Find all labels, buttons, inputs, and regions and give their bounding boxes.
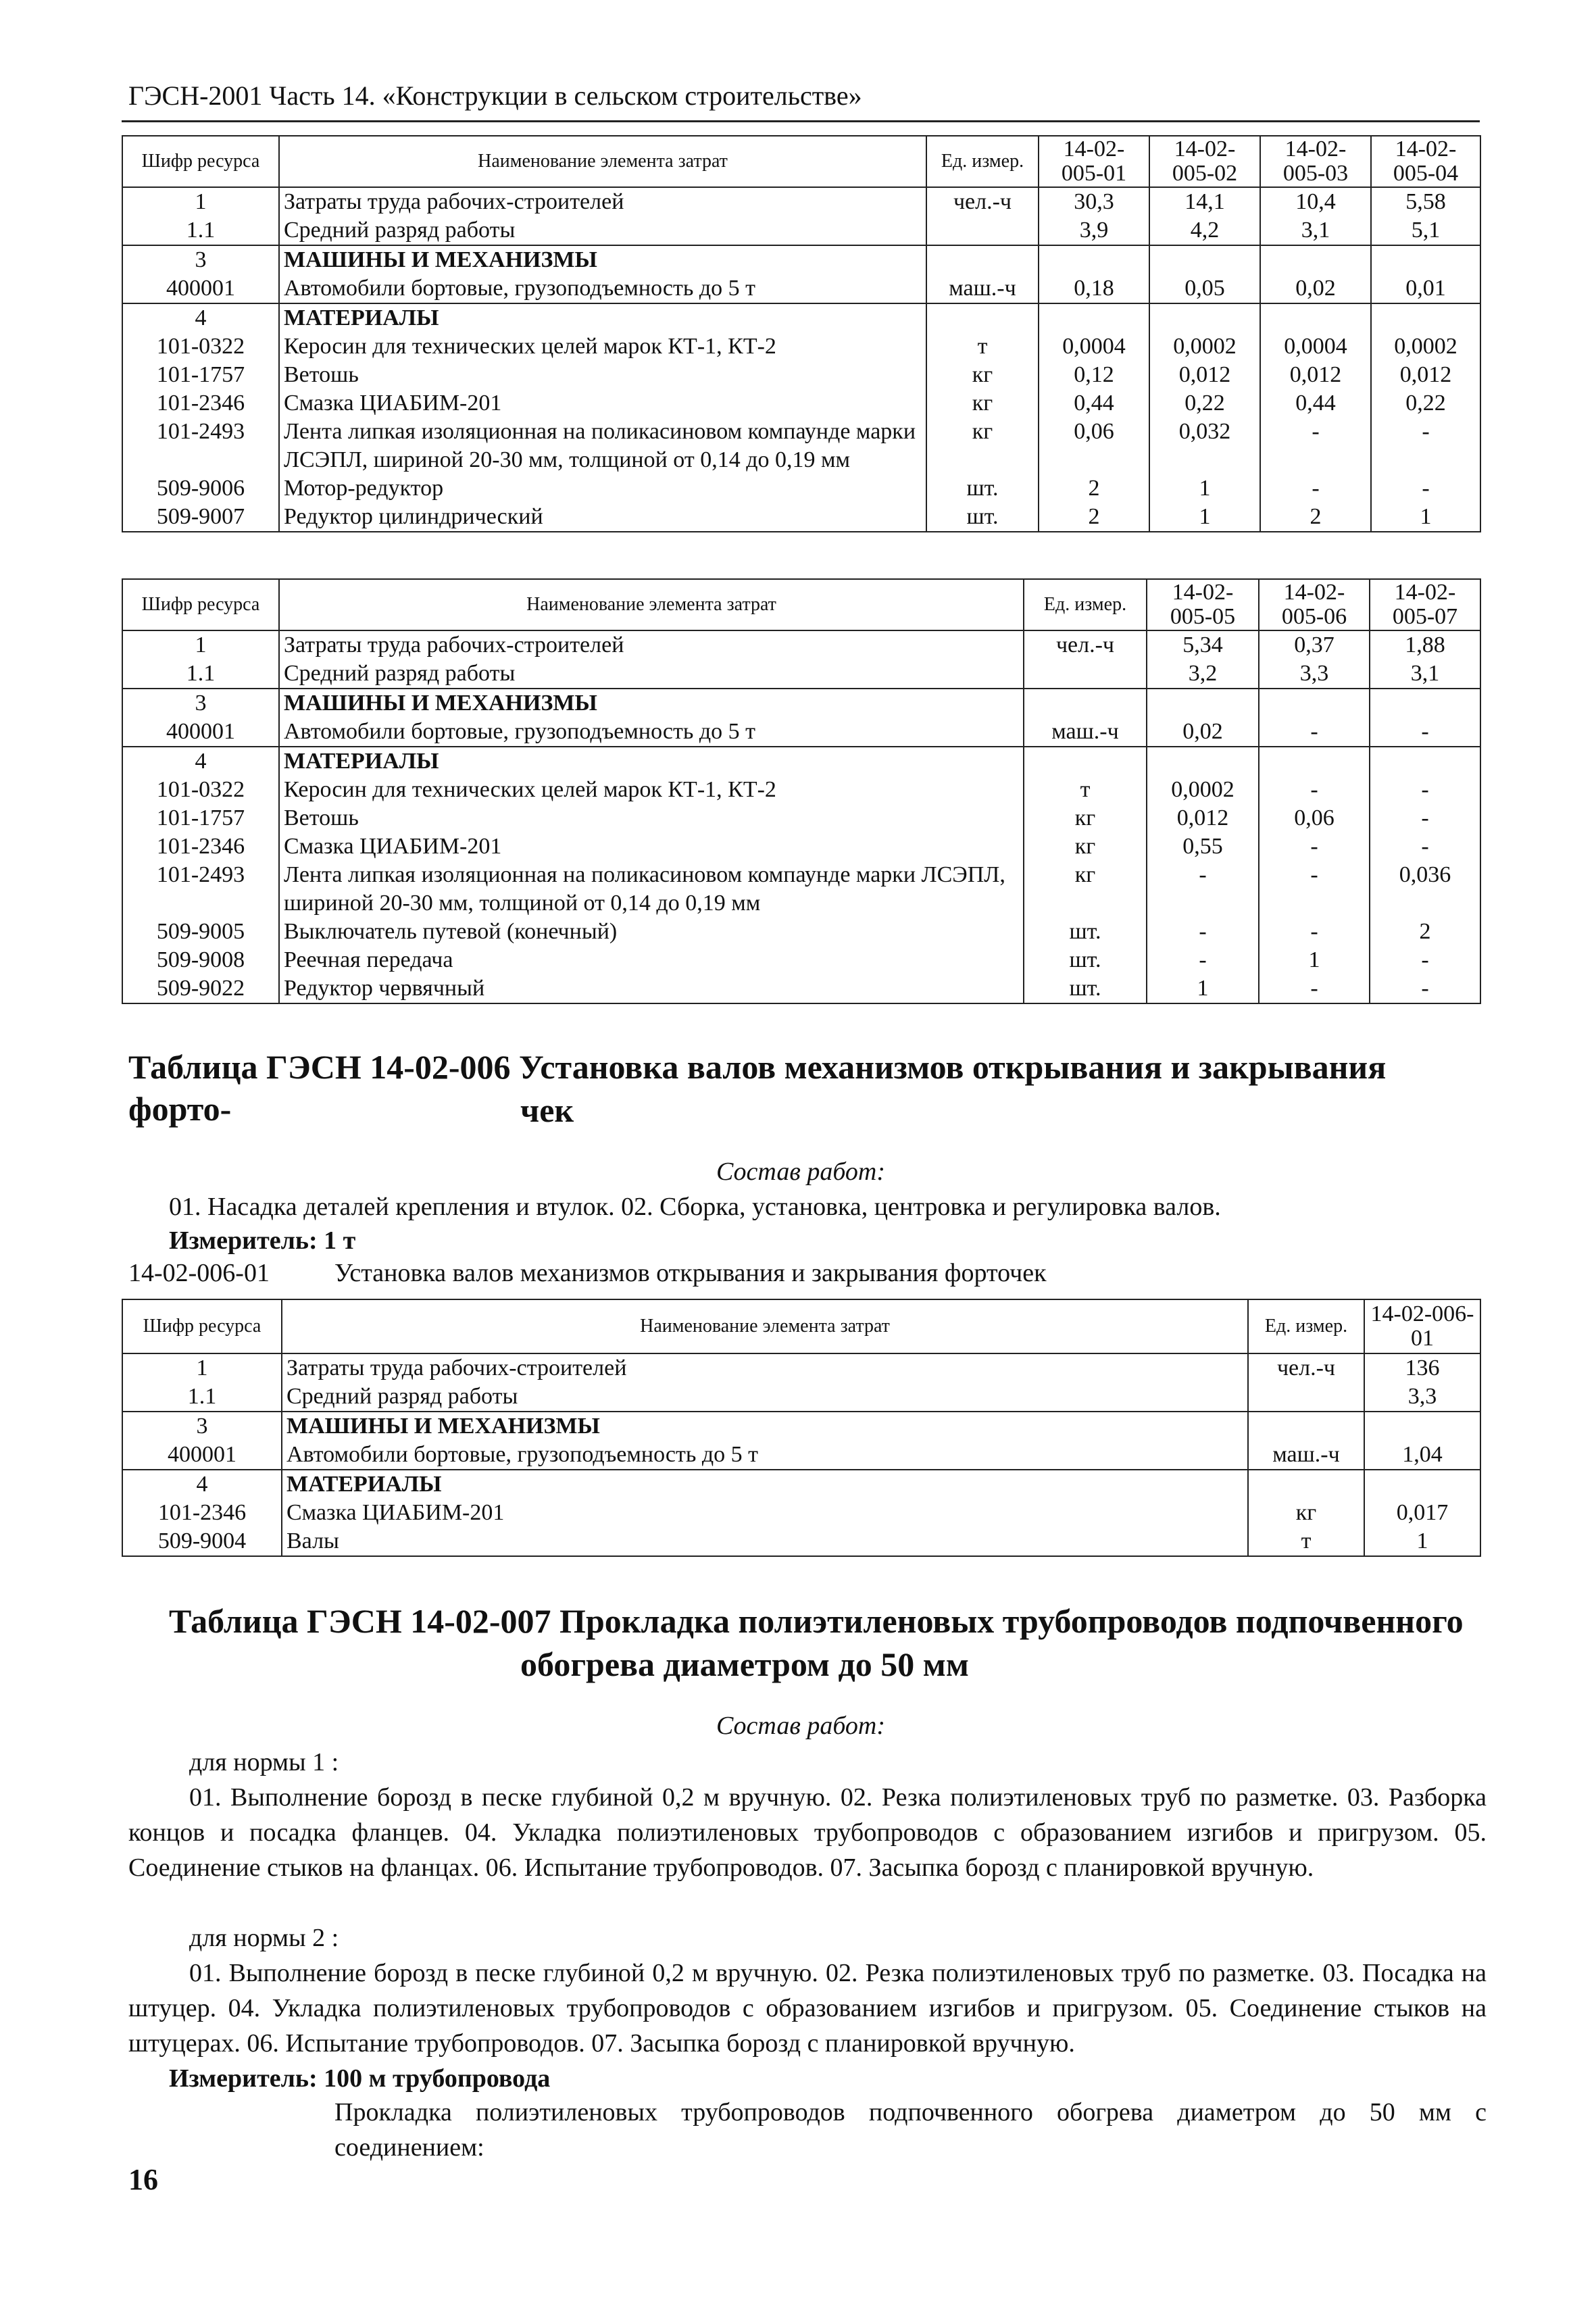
- cost-element-name: Автомобили бортовые, грузоподъемность до 5 т: [282, 1441, 1248, 1470]
- unit-cell: кг: [1024, 804, 1147, 832]
- header-resource-code: Шифр ресурса: [122, 1299, 282, 1353]
- unit-cell: [1024, 689, 1147, 718]
- resource-code: 400001: [122, 718, 279, 747]
- value-cell: [1370, 747, 1480, 776]
- resource-code: 4: [122, 1470, 282, 1499]
- meter-value: 1 т: [324, 1226, 356, 1255]
- table-row: [122, 1383, 1480, 1412]
- section-heading: МАШИНЫ И МЕХАНИЗМЫ: [282, 1412, 1248, 1441]
- value-cell: -: [1371, 474, 1480, 503]
- value-cell: 0,017: [1364, 1499, 1480, 1527]
- value-cell: [1260, 245, 1371, 274]
- resource-code: 509-9008: [122, 946, 279, 974]
- value-cell: 0,01: [1371, 274, 1480, 303]
- resource-code: 1.1: [122, 216, 279, 245]
- value-cell: 0,44: [1039, 389, 1149, 418]
- cost-element-name: Затраты труда рабочих-строителей: [279, 187, 926, 216]
- value-cell: -: [1259, 918, 1370, 946]
- cost-element-name: Керосин для технических целей марок КТ-1, КТ-2: [279, 332, 926, 361]
- meter-line: [169, 2061, 550, 2096]
- table-row: [122, 974, 1480, 1003]
- unit-cell: кг: [1024, 861, 1147, 918]
- resource-code: 1.1: [122, 659, 279, 689]
- value-cell: 0,44: [1260, 389, 1371, 418]
- value-cell: -: [1260, 418, 1371, 474]
- header-resource-code: Шифр ресурса: [122, 136, 279, 187]
- value-cell: 2: [1039, 474, 1149, 503]
- cost-element-name: Керосин для технических целей марок КТ-1, КТ-2: [279, 776, 1024, 804]
- value-cell: -: [1370, 974, 1480, 1003]
- unit-cell: кг: [926, 361, 1039, 389]
- table-title-007-continued: обогрева диаметром до 50 мм: [520, 1645, 969, 1683]
- value-cell: 3,9: [1039, 216, 1149, 245]
- value-cell: 5,34: [1147, 630, 1259, 659]
- value-cell: 1: [1149, 503, 1260, 532]
- value-cell: -: [1147, 946, 1259, 974]
- value-cell: 5,1: [1371, 216, 1480, 245]
- table-row: [122, 216, 1480, 245]
- value-cell: 3,1: [1260, 216, 1371, 245]
- value-cell: 0,12: [1039, 361, 1149, 389]
- value-cell: -: [1259, 832, 1370, 861]
- table-row: [122, 747, 1480, 776]
- unit-cell: [926, 303, 1039, 332]
- unit-cell: кг: [926, 418, 1039, 474]
- resource-code: 509-9022: [122, 974, 279, 1003]
- unit-cell: т: [1024, 776, 1147, 804]
- section-heading: МАТЕРИАЛЫ: [282, 1470, 1248, 1499]
- value-cell: 0,0002: [1147, 776, 1259, 804]
- value-cell: [1149, 303, 1260, 332]
- unit-cell: маш.-ч: [1248, 1441, 1364, 1470]
- cost-element-name: Средний разряд работы: [279, 659, 1024, 689]
- cost-element-name: Лента липкая изоляционная на поликасиновом компаунде марки ЛСЭПЛ, шириной 20-30 мм, толщиной от 0,14 до 0,19 мм: [279, 418, 926, 474]
- resource-code: 400001: [122, 1441, 282, 1470]
- section-heading: МАШИНЫ И МЕХАНИЗМЫ: [279, 245, 926, 274]
- value-cell: 14,1: [1149, 187, 1260, 216]
- value-cell: 30,3: [1039, 187, 1149, 216]
- header-unit: Ед. измер.: [1024, 579, 1147, 630]
- header-resource-code: Шифр ресурса: [122, 579, 279, 630]
- header-unit: Ед. измер.: [926, 136, 1039, 187]
- value-cell: 2: [1260, 503, 1371, 532]
- table-row: [122, 1353, 1480, 1383]
- resource-code: 101-2493: [122, 418, 279, 474]
- table-row: [122, 861, 1480, 918]
- value-cell: -: [1371, 418, 1480, 474]
- norm-intro-text: Прокладка полиэтиленовых трубопроводов подпочвенного обогрева диаметром до 50 мм с соединением:: [334, 2098, 1487, 2162]
- cost-element-name: Смазка ЦИАБИМ-201: [279, 832, 1024, 861]
- value-cell: 3,2: [1147, 659, 1259, 689]
- resource-code: 3: [122, 245, 279, 274]
- header-norm-column: 14-02-005-07: [1370, 579, 1480, 630]
- section-heading: МАТЕРИАЛЫ: [279, 747, 1024, 776]
- table-row: [122, 918, 1480, 946]
- value-cell: [1371, 245, 1480, 274]
- value-cell: 0,05: [1149, 274, 1260, 303]
- table-row: [122, 1527, 1480, 1556]
- cost-element-name: Валы: [282, 1527, 1248, 1556]
- table-row: [122, 832, 1480, 861]
- cost-element-name: Смазка ЦИАБИМ-201: [282, 1499, 1248, 1527]
- unit-cell: [1024, 747, 1147, 776]
- unit-cell: маш.-ч: [1024, 718, 1147, 747]
- value-cell: 0,012: [1260, 361, 1371, 389]
- cost-element-name: Затраты труда рабочих-строителей: [282, 1353, 1248, 1383]
- table-row: [122, 245, 1480, 274]
- unit-cell: т: [926, 332, 1039, 361]
- value-cell: 0,012: [1371, 361, 1480, 389]
- value-cell: 0,0002: [1149, 332, 1260, 361]
- value-cell: -: [1260, 474, 1371, 503]
- value-cell: 0,036: [1370, 861, 1480, 918]
- table-row: [122, 1499, 1480, 1527]
- cost-element-name: Выключатель путевой (конечный): [279, 918, 1024, 946]
- unit-cell: чел.-ч: [1248, 1353, 1364, 1383]
- table-row: [122, 187, 1480, 216]
- cost-element-name: Автомобили бортовые, грузоподъемность до 5 т: [279, 274, 926, 303]
- unit-cell: [1024, 659, 1147, 689]
- resource-code: 1.1: [122, 1383, 282, 1412]
- unit-cell: маш.-ч: [926, 274, 1039, 303]
- value-cell: 4,2: [1149, 216, 1260, 245]
- value-cell: 0,0004: [1260, 332, 1371, 361]
- resource-code: 101-2493: [122, 861, 279, 918]
- value-cell: [1259, 689, 1370, 718]
- table-row: [122, 474, 1480, 503]
- resource-code: 101-2346: [122, 1499, 282, 1527]
- cost-element-name: Затраты труда рабочих-строителей: [279, 630, 1024, 659]
- value-cell: [1370, 689, 1480, 718]
- table-row: [122, 1441, 1480, 1470]
- work-composition-heading: Состав работ:: [716, 1158, 886, 1186]
- value-cell: 0,0004: [1039, 332, 1149, 361]
- value-cell: -: [1370, 832, 1480, 861]
- table-title-007: Таблица ГЭСН 14-02-007 Прокладка полиэтиленовых трубопроводов подпочвенного: [169, 1602, 1464, 1640]
- value-cell: 0,02: [1147, 718, 1259, 747]
- page-number: 16: [128, 2163, 158, 2196]
- value-cell: 1: [1364, 1527, 1480, 1556]
- resource-table-006-01: [122, 1299, 1481, 1557]
- value-cell: 136: [1364, 1353, 1480, 1383]
- unit-cell: кг: [1248, 1499, 1364, 1527]
- header-norm-column: 14-02-005-01: [1039, 136, 1149, 187]
- header-norm-column: 14-02-005-05: [1147, 579, 1259, 630]
- resource-code: 509-9006: [122, 474, 279, 503]
- table-row: [122, 389, 1480, 418]
- cost-element-name: Реечная передача: [279, 946, 1024, 974]
- meter-label: Измеритель:: [169, 2064, 318, 2093]
- table-row: [122, 503, 1480, 532]
- cost-element-name: Средний разряд работы: [279, 216, 926, 245]
- resource-code: 101-1757: [122, 361, 279, 389]
- resource-code: 400001: [122, 274, 279, 303]
- resource-table-005-01-04: [122, 135, 1481, 532]
- cost-element-name: Ветошь: [279, 804, 1024, 832]
- resource-code: 1: [122, 1353, 282, 1383]
- resource-code: 1: [122, 187, 279, 216]
- meter-label: Измеритель:: [169, 1226, 318, 1255]
- value-cell: 3,3: [1364, 1383, 1480, 1412]
- value-cell: 2: [1039, 503, 1149, 532]
- value-cell: -: [1370, 946, 1480, 974]
- cost-element-name: Средний разряд работы: [282, 1383, 1248, 1412]
- header-unit: Ед. измер.: [1248, 1299, 1364, 1353]
- table-row: [122, 946, 1480, 974]
- table-row: [122, 332, 1480, 361]
- resource-code: 101-2346: [122, 389, 279, 418]
- table-row: [122, 718, 1480, 747]
- table-row: [122, 630, 1480, 659]
- table-row: [122, 776, 1480, 804]
- value-cell: 0,18: [1039, 274, 1149, 303]
- meter-value: 100 м трубопровода: [324, 2064, 551, 2093]
- value-cell: 1,88: [1370, 630, 1480, 659]
- value-cell: 1: [1147, 974, 1259, 1003]
- header-cost-element: Наименование элемента затрат: [279, 579, 1024, 630]
- cost-element-name: Автомобили бортовые, грузоподъемность до 5 т: [279, 718, 1024, 747]
- resource-code: 3: [122, 1412, 282, 1441]
- value-cell: 0,0002: [1371, 332, 1480, 361]
- value-cell: 3,3: [1259, 659, 1370, 689]
- table-row: [122, 804, 1480, 832]
- unit-cell: шт.: [1024, 974, 1147, 1003]
- cost-element-name: Смазка ЦИАБИМ-201: [279, 389, 926, 418]
- resource-code: 509-9004: [122, 1527, 282, 1556]
- value-cell: 0,55: [1147, 832, 1259, 861]
- resource-table-005-05-07: [122, 578, 1481, 1004]
- resource-code: 4: [122, 747, 279, 776]
- unit-cell: кг: [1024, 832, 1147, 861]
- table-row: [122, 659, 1480, 689]
- cost-element-name: Редуктор цилиндрический: [279, 503, 926, 532]
- value-cell: -: [1370, 804, 1480, 832]
- value-cell: 0,06: [1039, 418, 1149, 474]
- value-cell: [1147, 689, 1259, 718]
- norm1-work-text: 01. Выполнение борозд в песке глубиной 0,2 м вручную. 02. Резка полиэтиленовых труб по разметке. 03. Разборка концов и посадка фланцев. 04. Укладка полиэтиленовых трубопроводов с образованием изгибов и пригрузом. 05. Соединение стыков на фланцах. 06. Испытание трубопроводов. 07. Засыпка борозд с планировкой вручную.: [128, 1783, 1487, 1882]
- unit-cell: чел.-ч: [1024, 630, 1147, 659]
- value-cell: [1039, 245, 1149, 274]
- work-composition-text: 01. Насадка деталей крепления и втулок. 02. Сборка, установка, центровка и регулировка валов.: [169, 1193, 1221, 1221]
- table-row: [122, 1412, 1480, 1441]
- resource-code: 101-0322: [122, 332, 279, 361]
- resource-code: 509-9005: [122, 918, 279, 946]
- running-head: ГЭСН-2001 Часть 14. «Конструкции в сельском строительстве»: [128, 80, 862, 111]
- norm2-work-text: 01. Выполнение борозд в песке глубиной 0,2 м вручную. 02. Резка полиэтиленовых труб по разметке. 03. Посадка на штуцер. 04. Укладка полиэтиленовых трубопроводов с образованием изгибов и пригрузом. 05. Соединение стыков на штуцерах. 06. Испытание трубопроводов. 07. Засыпка борозд с планировкой вручную.: [128, 1959, 1487, 2058]
- unit-cell: [926, 216, 1039, 245]
- value-cell: [1259, 747, 1370, 776]
- table-row: [122, 689, 1480, 718]
- value-cell: 0,37: [1259, 630, 1370, 659]
- unit-cell: [926, 245, 1039, 274]
- value-cell: 0,012: [1147, 804, 1259, 832]
- unit-cell: [1248, 1383, 1364, 1412]
- unit-cell: кг: [926, 389, 1039, 418]
- value-cell: -: [1147, 861, 1259, 918]
- unit-cell: [1248, 1412, 1364, 1441]
- value-cell: 5,58: [1371, 187, 1480, 216]
- unit-cell: шт.: [1024, 946, 1147, 974]
- meter-line: [169, 1223, 355, 1258]
- cost-element-name: Лента липкая изоляционная на поликасиновом компаунде марки ЛСЭПЛ, шириной 20-30 мм, толщиной от 0,14 до 0,19 мм: [279, 861, 1024, 918]
- resource-code: 101-1757: [122, 804, 279, 832]
- norm2-label: для нормы 2 :: [189, 1924, 339, 1952]
- value-cell: [1364, 1470, 1480, 1499]
- section-heading: МАТЕРИАЛЫ: [279, 303, 926, 332]
- unit-cell: чел.-ч: [926, 187, 1039, 216]
- header-cost-element: Наименование элемента затрат: [279, 136, 926, 187]
- value-cell: [1364, 1412, 1480, 1441]
- resource-code: 101-0322: [122, 776, 279, 804]
- cost-element-name: Мотор-редуктор: [279, 474, 926, 503]
- header-rule: [122, 120, 1480, 122]
- cost-element-name: Ветошь: [279, 361, 926, 389]
- resource-code: 101-2346: [122, 832, 279, 861]
- value-cell: [1149, 245, 1260, 274]
- value-cell: [1147, 747, 1259, 776]
- unit-cell: т: [1248, 1527, 1364, 1556]
- value-cell: [1260, 303, 1371, 332]
- header-cost-element: Наименование элемента затрат: [282, 1299, 1248, 1353]
- table-title-006-continued: чек: [520, 1091, 574, 1129]
- value-cell: -: [1370, 718, 1480, 747]
- table-row: [122, 1470, 1480, 1499]
- value-cell: 0,22: [1149, 389, 1260, 418]
- table-title-006: Таблица ГЭСН 14-02-006 Установка валов механизмов открывания и закрывания форто-: [128, 1048, 1387, 1128]
- unit-cell: шт.: [926, 474, 1039, 503]
- unit-cell: [1248, 1470, 1364, 1499]
- table-row: [122, 303, 1480, 332]
- table-row: [122, 361, 1480, 389]
- unit-cell: шт.: [1024, 918, 1147, 946]
- value-cell: 0,06: [1259, 804, 1370, 832]
- value-cell: 0,22: [1371, 389, 1480, 418]
- cost-element-name: Редуктор червячный: [279, 974, 1024, 1003]
- value-cell: 2: [1370, 918, 1480, 946]
- value-cell: 1,04: [1364, 1441, 1480, 1470]
- value-cell: -: [1259, 861, 1370, 918]
- table-row: [122, 418, 1480, 474]
- header-norm-column: 14-02-005-04: [1371, 136, 1480, 187]
- value-cell: 3,1: [1370, 659, 1480, 689]
- value-cell: 1: [1371, 503, 1480, 532]
- norm-code: 14-02-006-01: [128, 1259, 270, 1287]
- value-cell: -: [1259, 776, 1370, 804]
- header-norm-column: 14-02-005-06: [1259, 579, 1370, 630]
- value-cell: 1: [1259, 946, 1370, 974]
- value-cell: 0,032: [1149, 418, 1260, 474]
- table-row: [122, 274, 1480, 303]
- header-norm-column: 14-02-005-02: [1149, 136, 1260, 187]
- value-cell: [1371, 303, 1480, 332]
- value-cell: -: [1147, 918, 1259, 946]
- value-cell: -: [1259, 718, 1370, 747]
- header-norm-column: 14-02-006-01: [1364, 1299, 1480, 1353]
- resource-code: 4: [122, 303, 279, 332]
- norm1-label: для нормы 1 :: [189, 1748, 339, 1776]
- norm-description: Установка валов механизмов открывания и закрывания форточек: [334, 1259, 1047, 1287]
- value-cell: [1039, 303, 1149, 332]
- value-cell: 10,4: [1260, 187, 1371, 216]
- resource-code: 509-9007: [122, 503, 279, 532]
- resource-code: 1: [122, 630, 279, 659]
- value-cell: -: [1259, 974, 1370, 1003]
- unit-cell: шт.: [926, 503, 1039, 532]
- section-heading: МАШИНЫ И МЕХАНИЗМЫ: [279, 689, 1024, 718]
- value-cell: 1: [1149, 474, 1260, 503]
- header-norm-column: 14-02-005-03: [1260, 136, 1371, 187]
- value-cell: 0,02: [1260, 274, 1371, 303]
- work-composition-heading: Состав работ:: [716, 1712, 886, 1740]
- value-cell: 0,012: [1149, 361, 1260, 389]
- resource-code: 3: [122, 689, 279, 718]
- value-cell: -: [1370, 776, 1480, 804]
